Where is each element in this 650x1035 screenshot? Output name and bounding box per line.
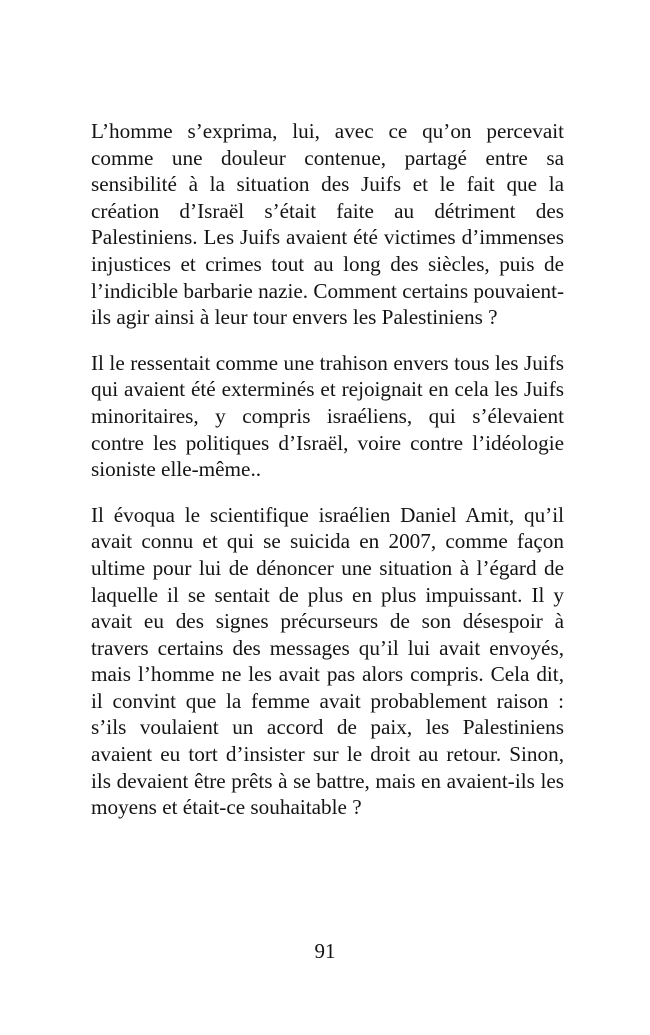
paragraph-3: Il évoqua le scientifique israélien Daniel Amit, qu’il avait connu et qui se suicida en 2007, comme façon ultime pour lui de dénoncer une situation à l’égard de laquelle il se sentait de plus en plus impuissant. Il y avait eu des signes précurseurs de son désespoir à travers certains des messages qu’il lui avait envoyés, mais l’homme ne les avait pas alors compris. Cela dit, il convint que la femme avait probablement raison : s’ils voulaient un accord de paix, les Palestiniens avaient eu tort d’insister sur le droit au retour. Sinon, ils devaient être prêts à se battre, mais en avaient-ils les moyens et était-ce souhaitable ? — [91, 502, 564, 820]
body-text — [91, 118, 564, 840]
page-number: 91 — [314, 939, 336, 963]
paragraph-1: L’homme s’exprima, lui, avec ce qu’on percevait comme une douleur contenue, partagé entre sa sensibilité à la situation des Juifs et le fait que la création d’Israël s’était faite au détriment des Palestiniens. Les Juifs avaient été victimes d’immenses injustices et crimes tout au long des siècles, puis de l’indicible barbarie nazie. Comment certains pouvaient-ils agir ainsi à leur tour envers les Palestiniens ? — [91, 119, 565, 330]
paragraph-2: Il le ressentait comme une trahison envers tous les Juifs qui avaient été exterminés et rejoignait en cela les Juifs minoritaires, y compris israéliens, qui s’élevaient contre les politiques d’Israël, voire contre l’idéologie sioniste elle-même.. — [91, 350, 564, 482]
